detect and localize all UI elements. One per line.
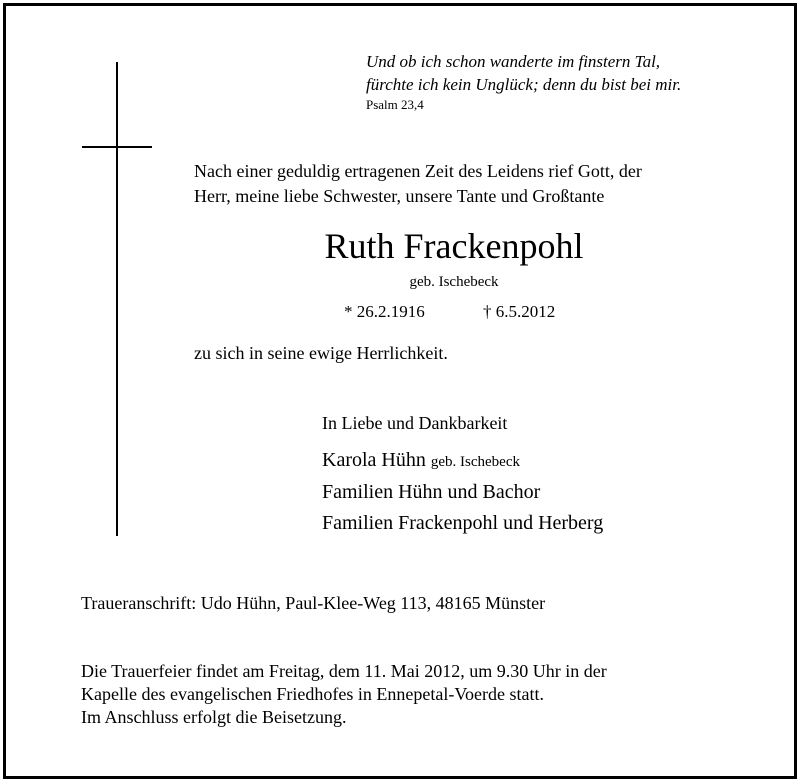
mourners-heading: In Liebe und Dankbarkeit (322, 413, 508, 433)
funeral-line-2: Kapelle des evangelischen Friedhofes in Ennepetal-Voerde statt. (81, 684, 545, 704)
mourner-person (322, 447, 520, 475)
psalm-line-1: Und ob ich schon wanderte im finstern Tal, (366, 52, 661, 71)
birth-date: * 26.2.1916 (344, 302, 425, 321)
mourner-person-birth-name: geb. Ischebeck (430, 454, 520, 470)
psalm-line-2: fürchte ich kein Unglück; denn du bist bei mir. (366, 75, 682, 94)
funeral-line-3: Im Anschluss erfolgt die Beisetzung. (81, 707, 347, 727)
intro-line-2: Herr, meine liebe Schwester, unsere Tante und Großtante (194, 186, 605, 206)
cross-horizontal-bar (82, 146, 152, 148)
intro-line-1: Nach einer geduldig ertragenen Zeit des Leidens rief Gott, der (194, 161, 642, 181)
cross-vertical-bar (116, 62, 118, 536)
mourning-address: Traueranschrift: Udo Hühn, Paul-Klee-Weg 113, 48165 Münster (81, 593, 546, 613)
mourner-person-name: Karola Hühn (322, 449, 426, 471)
psalm-reference: Psalm 23,4 (366, 97, 424, 112)
deceased-birth-name: geb. Ischebeck (409, 274, 499, 290)
mourner-family-2: Familien Frackenpohl und Herberg (322, 512, 604, 534)
closing-line: zu sich in seine ewige Herrlichkeit. (194, 343, 448, 363)
mourner-family-1: Familien Hühn und Bachor (322, 481, 541, 503)
death-date: † 6.5.2012 (483, 302, 556, 321)
deceased-name: Ruth Frackenpohl (324, 226, 584, 266)
funeral-line-1: Die Trauerfeier findet am Freitag, dem 11. Mai 2012, um 9.30 Uhr in der (81, 661, 607, 681)
